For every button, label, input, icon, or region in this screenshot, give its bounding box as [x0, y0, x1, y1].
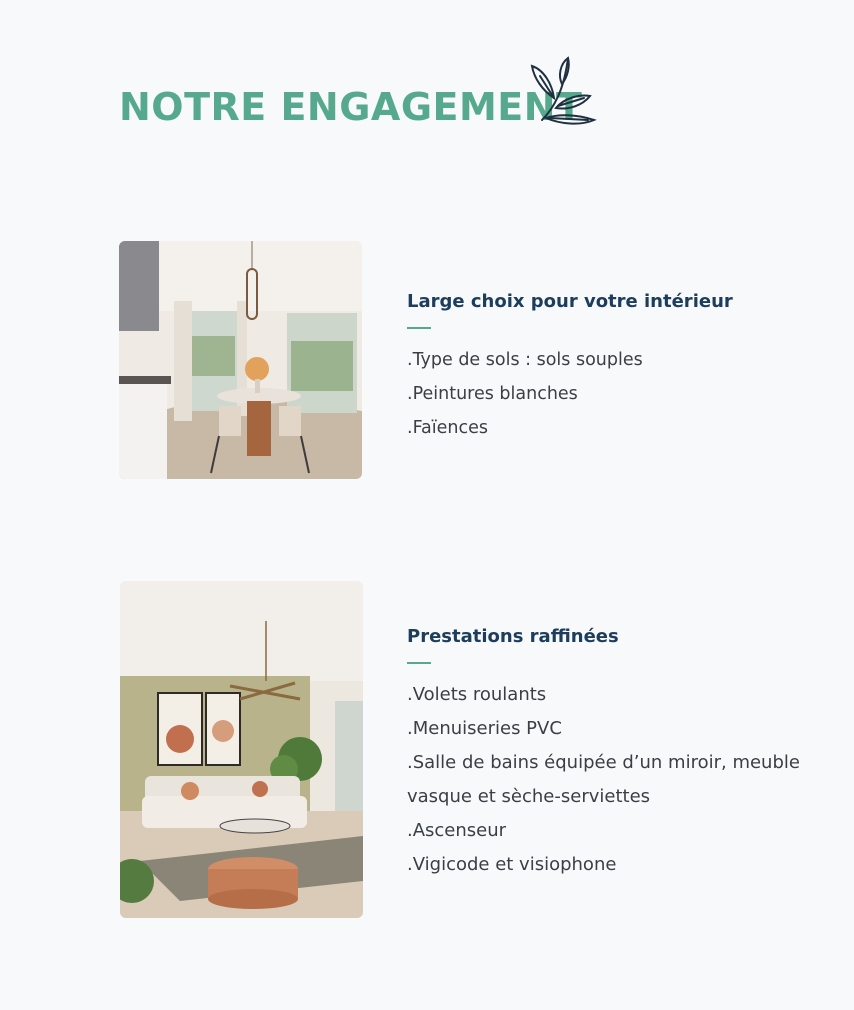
feature-list — [407, 343, 827, 445]
section-amenities — [407, 625, 827, 882]
list-item: .Salle de bains équipée d’un miroir, meuble — [407, 752, 800, 773]
list-item: .Faïences — [407, 418, 488, 438]
list-item: vasque et sèche-serviettes — [407, 786, 651, 807]
feature-list — [407, 678, 827, 882]
section-interior — [407, 290, 827, 445]
list-item: .Ascenseur — [407, 820, 507, 841]
list-item: .Vigicode et visiophone — [407, 854, 617, 875]
leaf-branch-icon — [524, 50, 598, 126]
list-item: .Type de sols : sols souples — [407, 350, 643, 370]
living-room-photo — [120, 581, 363, 918]
list-item: .Peintures blanches — [407, 384, 578, 404]
accent-divider — [407, 327, 431, 329]
list-item: .Menuiseries PVC — [407, 718, 562, 739]
section-heading: Prestations raffinées — [407, 626, 619, 647]
list-item: .Volets roulants — [407, 684, 547, 705]
dining-room-photo — [119, 241, 362, 479]
page-title: NOTRE ENGAGEMENT — [119, 85, 583, 129]
section-heading: Large choix pour votre intérieur — [407, 291, 733, 312]
accent-divider — [407, 662, 431, 664]
